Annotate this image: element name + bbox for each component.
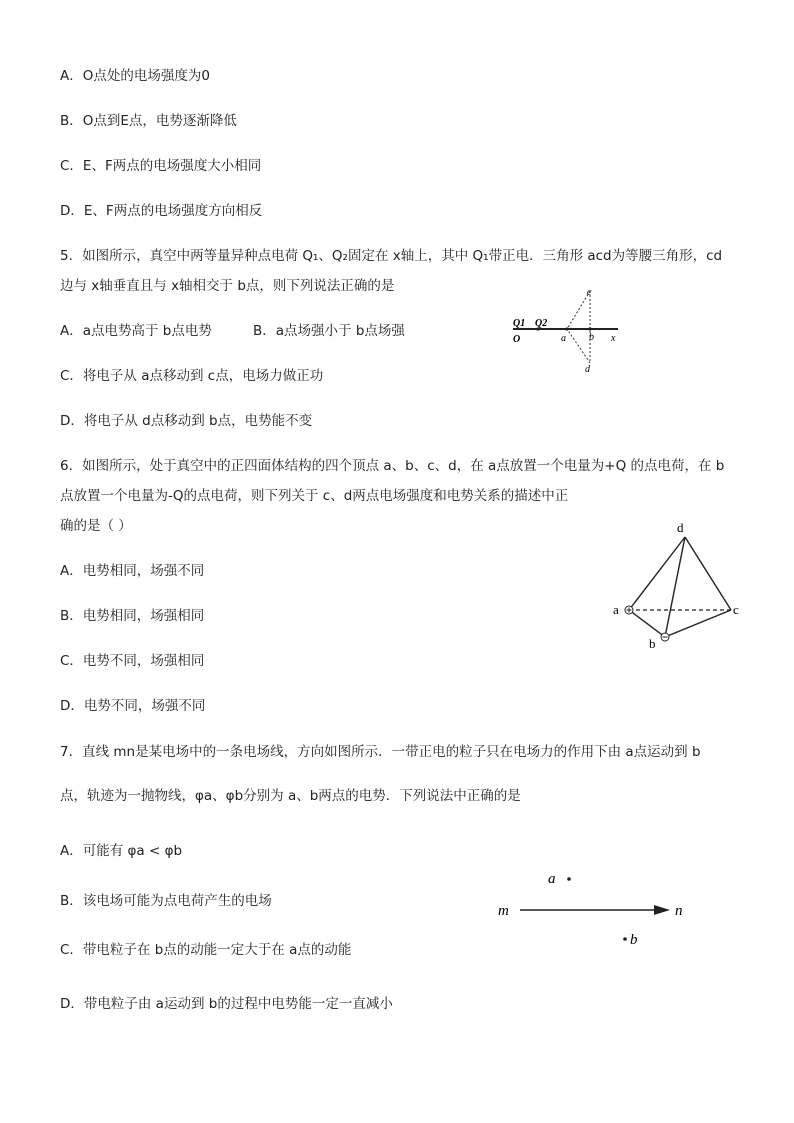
q5-figure [505,283,630,378]
q6-stem-line3: 确的是（ ） [60,518,132,534]
q7-option-a: A．可能有 φa < φb [60,843,183,859]
q5-option-d: D．将电子从 d点移动到 b点，电势能不变 [60,413,313,429]
q7-stem-line1: 7．直线 mn是某电场中的一条电场线，方向如图所示．一带正电的粒子只在电场力的作用下由 a点运动到 b [60,744,701,760]
q5-label-b: b [589,332,594,343]
q5-label-q1: Q1 [513,318,526,329]
q6-label-a: a [613,602,619,617]
q7-figure [490,862,700,957]
q6-option-a: A．电势相同，场强不同 [60,563,205,579]
q7-stem-line2: 点，轨迹为一抛物线，φa、φb分别为 a、b两点的电势．下列说法中正确的是 [60,788,521,804]
q6-label-c: c [733,602,739,617]
q6-label-d: d [677,520,684,535]
q4-option-b: B．O点到E点，电势逐渐降低 [60,113,237,129]
q5-option-c: C．将电子从 a点移动到 c点，电场力做正功 [60,368,324,384]
q4-option-a: A．O点处的电场强度为0 [60,68,210,84]
q6-option-b: B．电势相同，场强相同 [60,608,205,624]
q5-stem-line1: 5．如图所示，真空中两等量异种点电荷 Q₁、Q₂固定在 x轴上，其中 Q₁带正电．三角形 acd为等腰三角形，cd [60,248,723,264]
q7-label-a: a [548,871,556,887]
q5-stem-line2: 边与 x轴垂直且与 x轴相交于 b点，则下列说法正确的是 [60,278,395,294]
q7-option-c: C．带电粒子在 b点的动能一定大于在 a点的动能 [60,942,352,958]
q6-stem-line2: 点放置一个电量为-Q的点电荷，则下列关于 c、d两点电场强度和电势关系的描述中正 [60,488,569,504]
q7-label-m: m [498,903,509,919]
q6-label-b: b [649,636,656,651]
q6-figure [605,517,745,657]
q5-label-c: c [587,287,592,298]
q5-label-x: x [611,333,616,344]
q5-option-b: B．a点场强小于 b点场强 [253,323,405,339]
q4-option-d: D．E、F两点的电场强度方向相反 [60,203,263,219]
q5-label-o: O [513,334,521,345]
q7-label-b: b [630,932,638,948]
q5-label-q2: Q2 [535,318,548,329]
q4-option-c: C．E、F两点的电场强度大小相同 [60,158,262,174]
q5-option-a: A．a点电势高于 b点电势 [60,323,212,339]
q6-stem-line1: 6．如图所示，处于真空中的正四面体结构的四个顶点 a、b、c、d，在 a点放置一个电量为+Q 的点电荷，在 b [60,458,725,474]
q7-option-b: B．该电场可能为点电荷产生的电场 [60,893,272,909]
q5-label-a: a [561,333,566,344]
q6-option-d: D．电势不同，场强不同 [60,698,206,714]
q5-label-d: d [585,364,590,375]
q7-label-n: n [675,903,683,919]
q6-option-c: C．电势不同，场强相同 [60,653,205,669]
q7-option-d: D．带电粒子由 a运动到 b的过程中电势能一定一直减小 [60,996,393,1012]
